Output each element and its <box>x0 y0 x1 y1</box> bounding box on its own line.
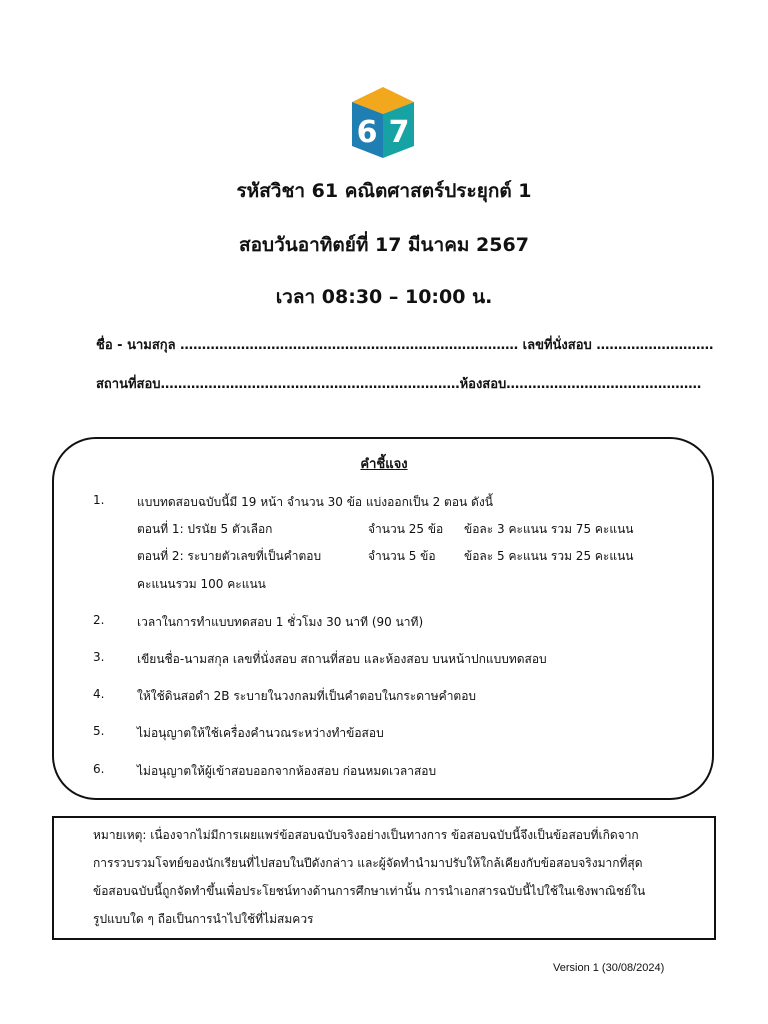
instruction-text: ไม่อนุญาตให้ผู้เข้าสอบออกจากห้องสอบ ก่อนหมดเวลาสอบ <box>137 764 437 778</box>
note-line: หมายเหตุ: เนื่องจากไม่มีการเผยแพร่ข้อสอบฉบับจริงอย่างเป็นทางการ ข้อสอบฉบับนี้จึงเป็นข้อสอบที่เกิดจาก <box>93 828 639 842</box>
instruction-number: 5. <box>93 724 105 738</box>
part-1-score: ข้อละ 3 คะแนน รวม 75 คะแนน <box>464 522 634 536</box>
part-1-name: ตอนที่ 1: ปรนัย 5 ตัวเลือก <box>137 522 273 536</box>
instruction-number: 3. <box>93 650 105 664</box>
total-score: คะแนนรวม 100 คะแนน <box>137 577 266 591</box>
instruction-number: 4. <box>93 687 105 701</box>
instruction-text: ให้ใช้ดินสอดำ 2B ระบายในวงกลมที่เป็นคำตอบในกระดาษคำตอบ <box>137 689 477 703</box>
instruction-number: 6. <box>93 762 105 776</box>
note-line: ข้อสอบฉบับนี้ถูกจัดทำขึ้นเพื่อประโยชน์ทางด้านการศึกษาเท่านั้น การนำเอกสารฉบับนี้ไปใช้ในเชิงพาณิชย์ใน <box>93 884 646 898</box>
venue-room-row <box>96 373 701 394</box>
instruction-text: เวลาในการทำแบบทดสอบ 1 ชั่วโมง 30 นาที (90 นาที) <box>137 615 424 629</box>
logo-digit-left: 6 <box>356 115 378 150</box>
seat-blank: ……………………… <box>596 338 714 353</box>
instruction-number: 2. <box>93 613 105 627</box>
room-label: ห้องสอบ <box>459 377 507 392</box>
part-2-count: จำนวน 5 ข้อ <box>368 549 436 563</box>
instruction-text: แบบทดสอบฉบับนี้มี 19 หน้า จำนวน 30 ข้อ แบ่งออกเป็น 2 ตอน ดังนี้ <box>137 495 493 509</box>
venue-label: สถานที่สอบ <box>96 377 161 392</box>
name-seat-row <box>96 334 713 355</box>
note-line: รูปแบบใด ๆ ถือเป็นการนำไปใช้ที่ไม่สมควร <box>93 912 314 926</box>
seat-label: เลขที่นั่งสอบ <box>522 338 592 353</box>
venue-blank: …………………………………………………………… <box>160 377 460 392</box>
name-label: ชื่อ - นามสกุล <box>96 338 176 353</box>
exam-logo <box>348 86 418 160</box>
note-line: การรวบรวมโจทย์ของนักเรียนที่ไปสอบในปีดังกล่าว และผู้จัดทำนำมาปรับให้ใกล้เคียงกับข้อสอบจริงมากที่สุด <box>93 856 643 870</box>
subject-title: รหัสวิชา 61 คณิตศาสตร์ประยุกต์ 1 <box>236 180 532 202</box>
instructions-heading: คำชี้แจง <box>360 457 408 472</box>
part-1-count: จำนวน 25 ข้อ <box>368 522 444 536</box>
exam-date: สอบวันอาทิตย์ที่ 17 มีนาคม 2567 <box>239 234 529 256</box>
part-2-name: ตอนที่ 2: ระบายตัวเลขที่เป็นคำตอบ <box>137 549 322 563</box>
instruction-text: เขียนชื่อ-นามสกุล เลขที่นั่งสอบ สถานที่สอบ และห้องสอบ บนหน้าปกแบบทดสอบ <box>137 652 547 666</box>
exam-time: เวลา 08:30 – 10:00 น. <box>275 286 493 308</box>
version-label: Version 1 (30/08/2024) <box>553 962 665 974</box>
instruction-text: ไม่อนุญาตให้ใช้เครื่องคำนวณระหว่างทำข้อสอบ <box>137 726 384 740</box>
room-blank: ……………………………………… <box>506 377 702 392</box>
name-blank: …………………………………………………………………… <box>180 338 519 353</box>
part-2-score: ข้อละ 5 คะแนน รวม 25 คะแนน <box>464 549 634 563</box>
logo-digit-right: 7 <box>388 115 410 150</box>
instruction-number: 1. <box>93 493 105 507</box>
